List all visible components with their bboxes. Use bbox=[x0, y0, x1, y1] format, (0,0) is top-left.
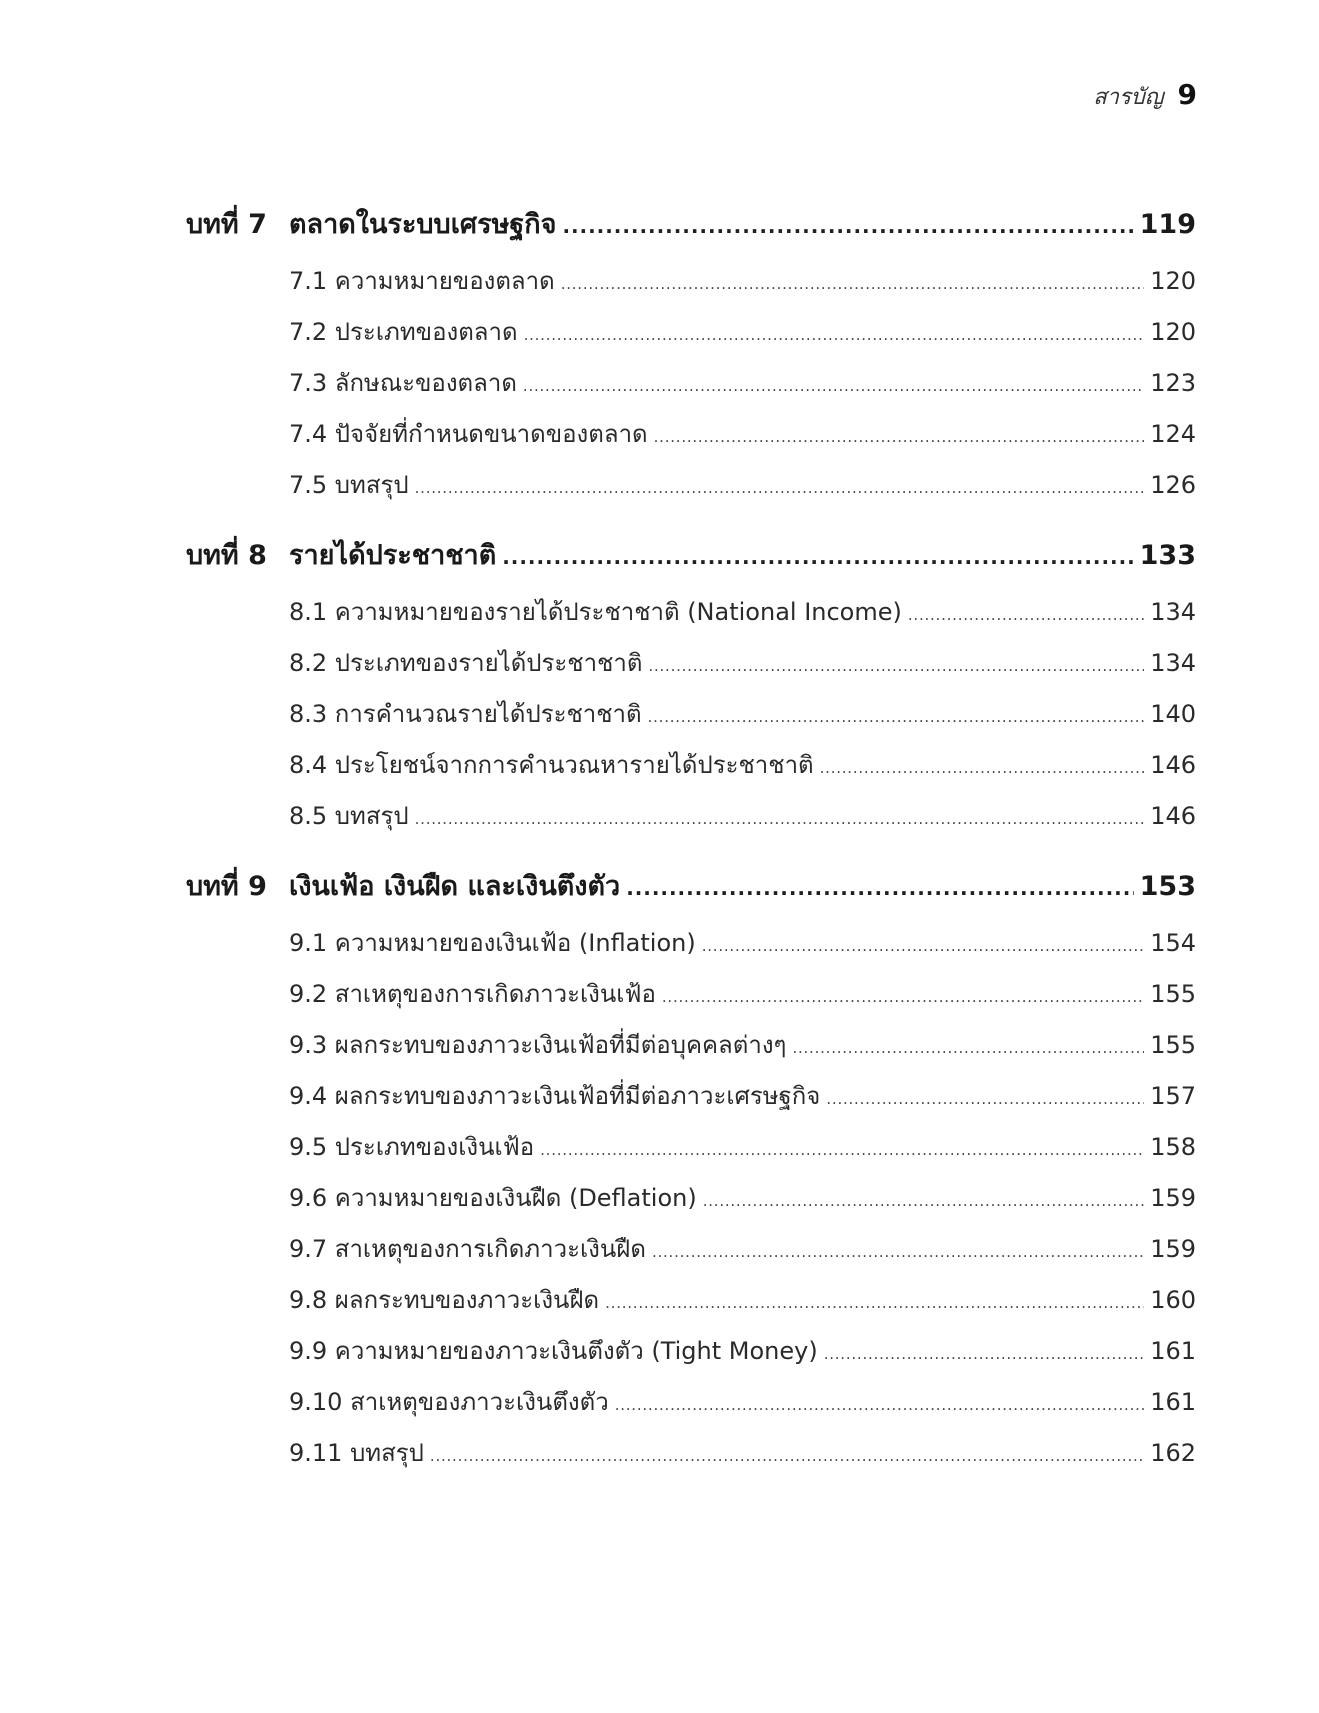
dot-leader bbox=[562, 191, 1133, 261]
entry-page: 154 bbox=[1150, 929, 1196, 957]
toc-entry[interactable] bbox=[289, 256, 1196, 307]
entry-page: 126 bbox=[1150, 471, 1196, 499]
toc-entry[interactable] bbox=[289, 1428, 1196, 1479]
toc-entry[interactable] bbox=[289, 307, 1196, 358]
entry-title: 9.10 สาเหตุของภาวะเงินตึงตัว bbox=[289, 1388, 609, 1416]
entry-page: 155 bbox=[1150, 980, 1196, 1008]
toc-entry[interactable] bbox=[289, 969, 1196, 1020]
dot-leader bbox=[662, 972, 1144, 1023]
dot-leader bbox=[908, 590, 1144, 641]
entry-title: 9.7 สาเหตุของการเกิดภาวะเงินฝืด bbox=[289, 1235, 646, 1263]
running-head-section: สารบัญ bbox=[1093, 85, 1164, 110]
dot-leader bbox=[415, 794, 1145, 845]
toc-entry[interactable] bbox=[289, 1020, 1196, 1071]
entry-page: 134 bbox=[1150, 649, 1196, 677]
entry-page: 157 bbox=[1150, 1082, 1196, 1110]
chapter-title: ตลาดในระบบเศรษฐกิจ bbox=[289, 209, 557, 240]
toc-entry[interactable] bbox=[289, 587, 1196, 638]
chapter-heading[interactable] bbox=[186, 521, 1196, 591]
dot-leader bbox=[652, 1227, 1144, 1278]
entry-title: 9.2 สาเหตุของการเกิดภาวะเงินเฟ้อ bbox=[289, 980, 656, 1008]
toc-entry[interactable] bbox=[289, 791, 1196, 842]
entry-title: 9.5 ประเภทของเงินเฟ้อ bbox=[289, 1133, 535, 1161]
entry-page: 161 bbox=[1150, 1388, 1196, 1416]
toc-entry[interactable] bbox=[289, 1224, 1196, 1275]
dot-leader bbox=[824, 1329, 1144, 1380]
running-head bbox=[1093, 78, 1197, 114]
entry-page: 161 bbox=[1150, 1337, 1196, 1365]
toc-entry[interactable] bbox=[289, 638, 1196, 689]
entry-title: 8.2 ประเภทของรายได้ประชาชาติ bbox=[289, 649, 643, 677]
entry-page: 124 bbox=[1150, 420, 1196, 448]
entry-page: 120 bbox=[1150, 267, 1196, 295]
dot-leader bbox=[702, 921, 1144, 972]
dot-leader bbox=[648, 692, 1145, 743]
entry-title: 9.1 ความหมายของเงินเฟ้อ (Inflation) bbox=[289, 929, 696, 957]
dot-leader bbox=[605, 1278, 1144, 1329]
chapter-entries bbox=[186, 256, 1196, 511]
entry-page: 146 bbox=[1150, 802, 1196, 830]
chapter-page: 153 bbox=[1139, 871, 1196, 902]
entry-title: 9.8 ผลกระทบของภาวะเงินฝืด bbox=[289, 1286, 600, 1314]
toc-entry[interactable] bbox=[289, 1071, 1196, 1122]
toc-entry[interactable] bbox=[289, 460, 1196, 511]
chapter-page: 119 bbox=[1139, 209, 1196, 240]
toc-entry[interactable] bbox=[289, 409, 1196, 460]
chapter-title: เงินเฟ้อ เงินฝืด และเงินตึงตัว bbox=[289, 871, 621, 902]
chapter-number: บทที่ 7 bbox=[186, 209, 267, 240]
dot-leader bbox=[615, 1380, 1144, 1431]
dot-leader bbox=[654, 412, 1145, 463]
entry-page: 134 bbox=[1150, 598, 1196, 626]
chapter-number: บทที่ 8 bbox=[186, 540, 267, 571]
entry-title: 8.1 ความหมายของรายได้ประชาชาติ (National Income) bbox=[289, 598, 902, 626]
entry-title: 9.9 ความหมายของภาวะเงินตึงตัว (Tight Money) bbox=[289, 1337, 818, 1365]
entry-title: 7.5 บทสรุป bbox=[289, 471, 409, 499]
entry-title: 7.4 ปัจจัยที่กำหนดขนาดของตลาด bbox=[289, 420, 648, 448]
entry-page: 162 bbox=[1150, 1439, 1196, 1467]
toc-entry[interactable] bbox=[289, 1326, 1196, 1377]
dot-leader bbox=[523, 361, 1144, 412]
dot-leader bbox=[561, 259, 1144, 310]
entry-title: 8.3 การคำนวณรายได้ประชาชาติ bbox=[289, 700, 642, 728]
entry-page: 160 bbox=[1150, 1286, 1196, 1314]
chapter-number: บทที่ 9 bbox=[186, 871, 267, 902]
entry-page: 140 bbox=[1150, 700, 1196, 728]
chapter-entries bbox=[186, 587, 1196, 842]
chapter-heading[interactable] bbox=[186, 190, 1196, 260]
entry-page: 146 bbox=[1150, 751, 1196, 779]
toc-entry[interactable] bbox=[289, 1122, 1196, 1173]
dot-leader bbox=[826, 1074, 1144, 1125]
dot-leader bbox=[502, 522, 1133, 592]
chapter-entries bbox=[186, 918, 1196, 1479]
entry-title: 8.4 ประโยชน์จากการคำนวณหารายได้ประชาชาติ bbox=[289, 751, 814, 779]
dot-leader bbox=[524, 310, 1145, 361]
toc-entry[interactable] bbox=[289, 1275, 1196, 1326]
entry-title: 9.4 ผลกระทบของภาวะเงินเฟ้อที่มีต่อภาวะเศรษฐกิจ bbox=[289, 1082, 821, 1110]
dot-leader bbox=[626, 853, 1133, 923]
dot-leader bbox=[648, 641, 1144, 692]
entry-title: 8.5 บทสรุป bbox=[289, 802, 409, 830]
entry-title: 7.3 ลักษณะของตลาด bbox=[289, 369, 517, 397]
toc-entry[interactable] bbox=[289, 358, 1196, 409]
entry-page: 120 bbox=[1150, 318, 1196, 346]
entry-page: 123 bbox=[1150, 369, 1196, 397]
page-number: 9 bbox=[1177, 78, 1197, 111]
dot-leader bbox=[430, 1431, 1144, 1482]
toc-entry[interactable] bbox=[289, 689, 1196, 740]
toc-entry[interactable] bbox=[289, 918, 1196, 969]
dot-leader bbox=[703, 1176, 1144, 1227]
entry-title: 7.2 ประเภทของตลาด bbox=[289, 318, 518, 346]
entry-page: 155 bbox=[1150, 1031, 1196, 1059]
toc-entry[interactable] bbox=[289, 1173, 1196, 1224]
dot-leader bbox=[820, 743, 1145, 794]
dot-leader bbox=[415, 463, 1145, 514]
entry-title: 7.1 ความหมายของตลาด bbox=[289, 267, 555, 295]
entry-page: 158 bbox=[1150, 1133, 1196, 1161]
entry-page: 159 bbox=[1150, 1235, 1196, 1263]
dot-leader bbox=[540, 1125, 1144, 1176]
toc-entry[interactable] bbox=[289, 740, 1196, 791]
toc-entry[interactable] bbox=[289, 1377, 1196, 1428]
chapter-heading[interactable] bbox=[186, 852, 1196, 922]
entry-page: 159 bbox=[1150, 1184, 1196, 1212]
chapter-page: 133 bbox=[1139, 540, 1196, 571]
entry-title: 9.6 ความหมายของเงินฝืด (Deflation) bbox=[289, 1184, 697, 1212]
dot-leader bbox=[792, 1023, 1144, 1074]
table-of-contents bbox=[186, 190, 1196, 1479]
chapter-title: รายได้ประชาชาติ bbox=[289, 540, 497, 571]
entry-title: 9.3 ผลกระทบของภาวะเงินเฟ้อที่มีต่อบุคคลต่างๆ bbox=[289, 1031, 787, 1059]
entry-title: 9.11 บทสรุป bbox=[289, 1439, 424, 1467]
